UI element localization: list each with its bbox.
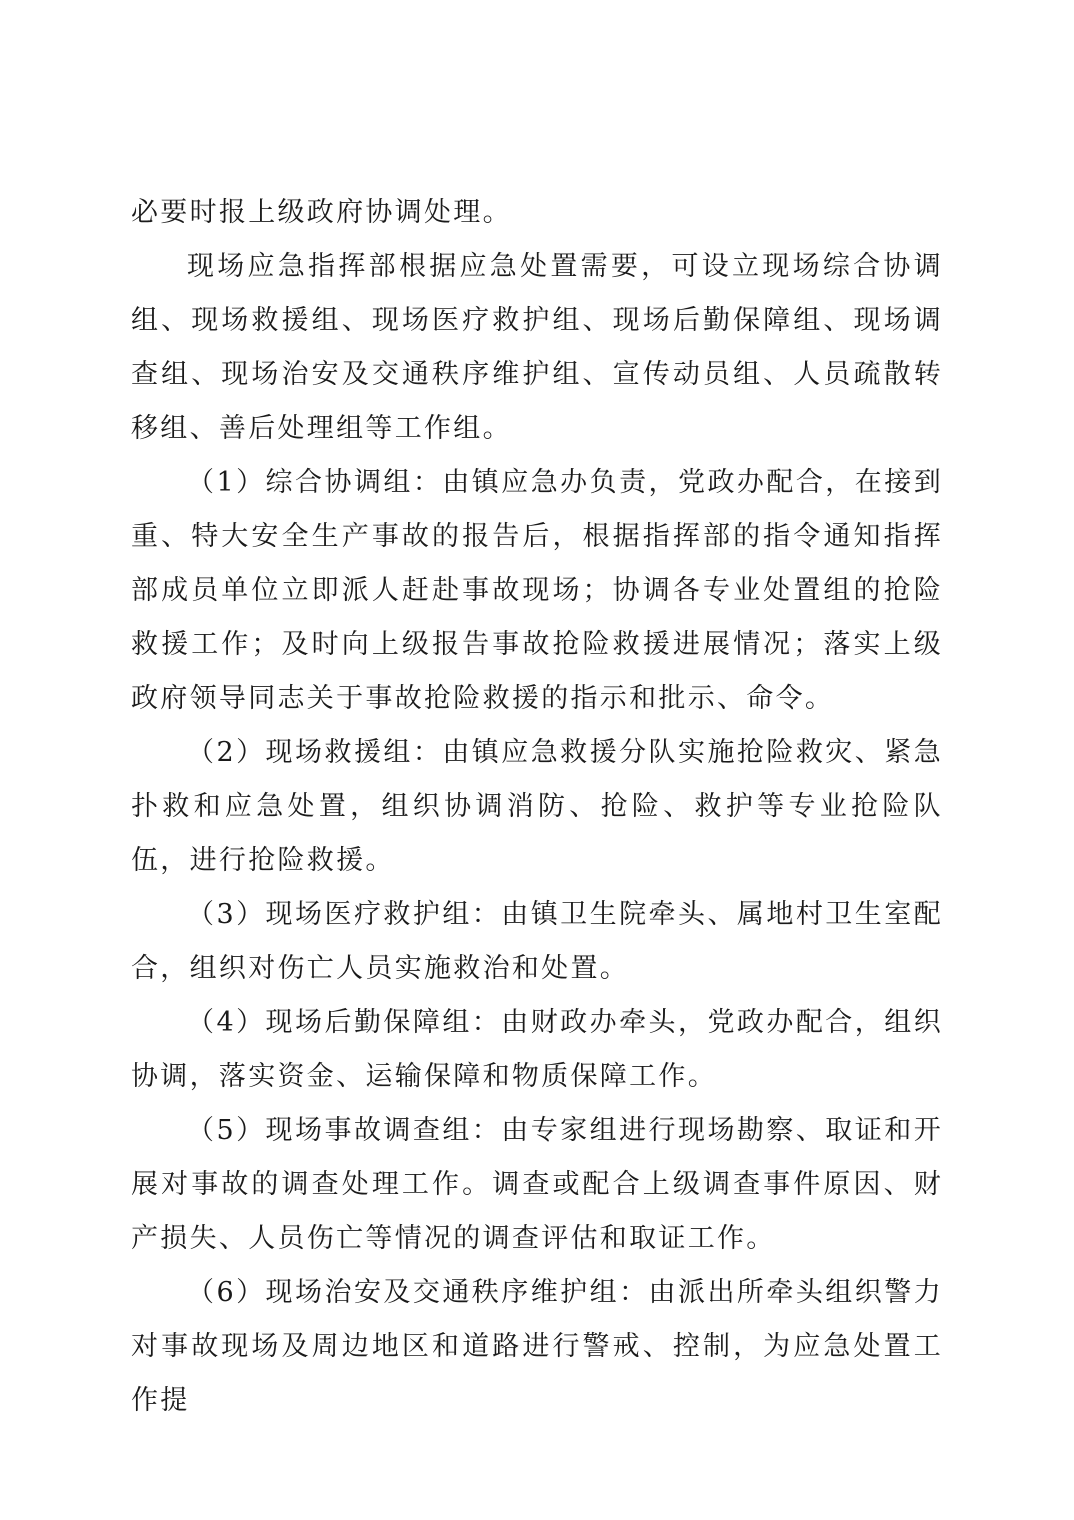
paragraph-investigation-group: （5）现场事故调查组：由专家组进行现场勘察、取证和开展对事故的调查处理工作。调查或配合上级调查事件原因、财产损失、人员伤亡等情况的调查评估和取证工作。 bbox=[131, 1115, 943, 1254]
paragraph-rescue-group: （2）现场救援组：由镇应急救援分队实施抢险救灾、紧急扑救和应急处置，组织协调消防、抢险、救护等专业抢险队伍，进行抢险救援。 bbox=[131, 737, 943, 876]
paragraph-logistics-group: （4）现场后勤保障组：由财政办牵头，党政办配合，组织协调，落实资金、运输保障和物质保障工作。 bbox=[131, 1007, 943, 1092]
document-body bbox=[131, 186, 943, 1428]
paragraph-continuation: 必要时报上级政府协调处理。 bbox=[131, 197, 512, 228]
paragraph-coordination-group: （1）综合协调组：由镇应急办负责，党政办配合，在接到重、特大安全生产事故的报告后，根据指挥部的指令通知指挥部成员单位立即派人赶赴事故现场；协调各专业处置组的抢险救援工作；及时向上级报告事故抢险救援进展情况；落实上级政府领导同志关于事故抢险救援的指示和批示、命令。 bbox=[131, 467, 943, 714]
paragraph-security-traffic-group: （6）现场治安及交通秩序维护组：由派出所牵头组织警力对事故现场及周边地区和道路进行警戒、控制，为应急处置工作提 bbox=[131, 1277, 943, 1416]
paragraph-medical-group: （3）现场医疗救护组：由镇卫生院牵头、属地村卫生室配合，组织对伤亡人员实施救治和处置。 bbox=[131, 899, 943, 984]
paragraph-onsite-command-groups: 现场应急指挥部根据应急处置需要，可设立现场综合协调组、现场救援组、现场医疗救护组、现场后勤保障组、现场调查组、现场治安及交通秩序维护组、宣传动员组、人员疏散转移组、善后处理组等工作组。 bbox=[131, 251, 943, 444]
